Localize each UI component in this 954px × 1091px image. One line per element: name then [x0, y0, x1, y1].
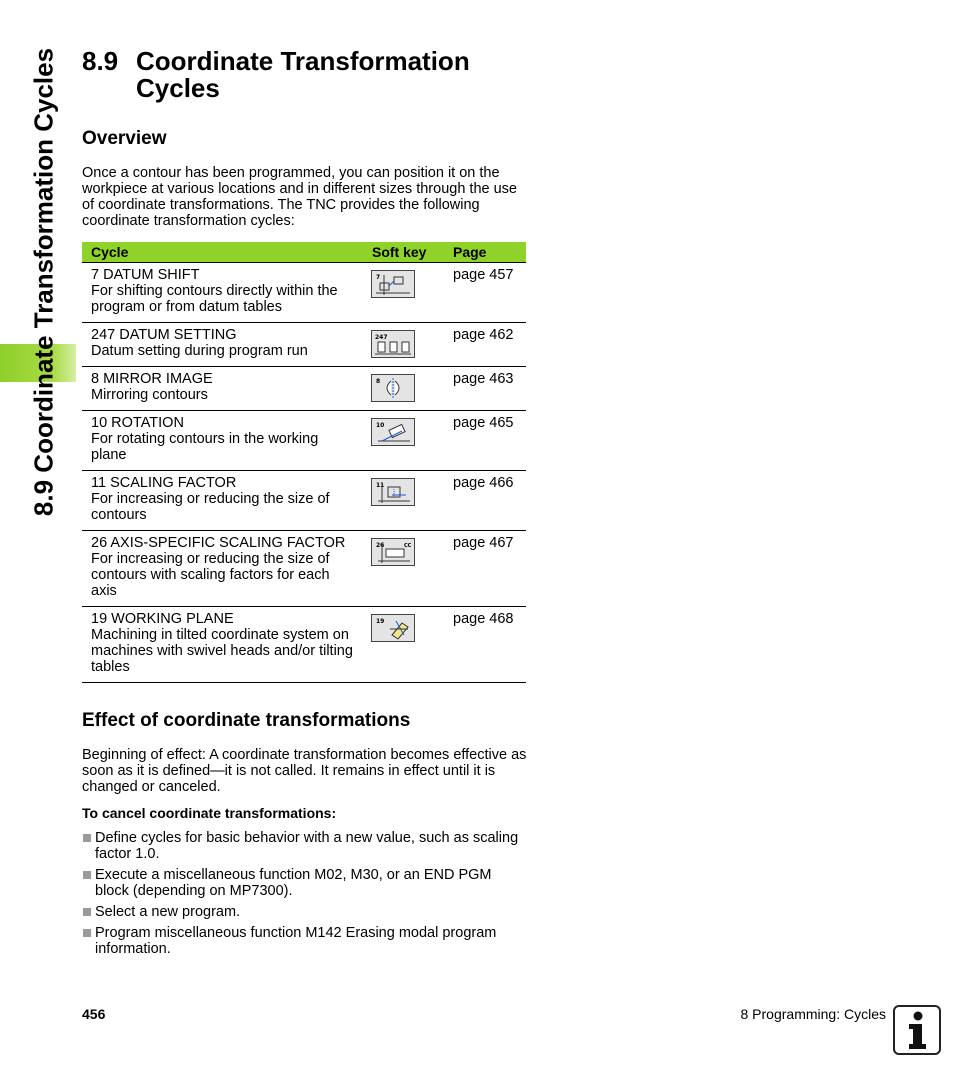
- section-number: 8.9: [82, 46, 119, 76]
- cycle-name: 11 SCALING FACTOR: [91, 475, 237, 491]
- page-ref: page 467: [444, 531, 526, 607]
- table-row: [82, 471, 526, 531]
- table-row: [82, 263, 526, 323]
- datum-setting-softkey-icon[interactable]: [371, 330, 415, 358]
- bullet-square-icon: [83, 871, 91, 879]
- list-item: Select a new program.: [82, 904, 527, 920]
- page-ref: page 462: [444, 323, 526, 367]
- cycles-table: [82, 242, 526, 683]
- svg-text:247: 247: [375, 334, 388, 341]
- svg-text:26: 26: [376, 542, 385, 549]
- svg-text:8: 8: [376, 378, 381, 385]
- chapter-label: 8 Programming: Cycles: [740, 1006, 886, 1022]
- table-row: [82, 411, 526, 471]
- svg-text:10: 10: [376, 422, 385, 429]
- mirror-image-softkey-icon[interactable]: [371, 374, 415, 402]
- table-row: [82, 323, 526, 367]
- cycle-name: 247 DATUM SETTING: [91, 327, 237, 343]
- cycle-description: Datum setting during program run: [91, 343, 308, 359]
- page-ref: page 457: [444, 263, 526, 323]
- cycle-description: For increasing or reducing the size of contours: [91, 491, 330, 523]
- overview-heading: Overview: [82, 128, 167, 149]
- svg-text:11: 11: [376, 482, 385, 489]
- cycle-name: 8 MIRROR IMAGE: [91, 371, 213, 387]
- cycle-description: Machining in tilted coordinate system on machines with swivel heads and/or tilting tables: [91, 627, 353, 675]
- rotation-softkey-icon[interactable]: [371, 418, 415, 446]
- page-ref: page 468: [444, 607, 526, 683]
- header-cycle: Cycle: [82, 242, 363, 263]
- cycle-name: 10 ROTATION: [91, 415, 184, 431]
- list-item: Define cycles for basic behavior with a new value, such as scaling factor 1.0.: [82, 830, 527, 862]
- list-item: Execute a miscellaneous function M02, M30, or an END PGM block (depending on MP7300).: [82, 867, 527, 899]
- working-plane-softkey-icon[interactable]: [371, 614, 415, 642]
- effect-text: Beginning of effect: A coordinate transformation becomes effective as soon as it is defined—it is not called. It remains in effect until it is changed or canceled.: [82, 747, 527, 795]
- datum-shift-softkey-icon[interactable]: [371, 270, 415, 298]
- side-chapter-title: 8.9 Coordinate Transformation Cycles: [28, 47, 59, 517]
- bullet-square-icon: [83, 908, 91, 916]
- cycle-description: For increasing or reducing the size of contours with scaling factors for each axis: [91, 551, 330, 599]
- cycle-description: For rotating contours in the working plane: [91, 431, 319, 463]
- cycle-name: 19 WORKING PLANE: [91, 611, 234, 627]
- axis-scaling-softkey-icon[interactable]: [371, 538, 415, 566]
- cycle-name: 26 AXIS-SPECIFIC SCALING FACTOR: [91, 535, 346, 551]
- page-ref: page 465: [444, 411, 526, 471]
- table-row: [82, 531, 526, 607]
- bullet-square-icon: [83, 929, 91, 937]
- page-ref: page 466: [444, 471, 526, 531]
- bullet-square-icon: [83, 834, 91, 842]
- page-title: [82, 48, 526, 102]
- scaling-factor-softkey-icon[interactable]: [371, 478, 415, 506]
- cycle-description: For shifting contours directly within the program or from datum tables: [91, 283, 338, 315]
- info-icon: [893, 1005, 941, 1055]
- page-number: 456: [82, 1006, 106, 1022]
- table-row: [82, 367, 526, 411]
- table-header-row: [82, 242, 526, 263]
- svg-text:7: 7: [376, 274, 381, 281]
- table-row: [82, 607, 526, 683]
- effect-heading: Effect of coordinate transformations: [82, 710, 411, 731]
- list-item: Program miscellaneous function M142 Erasing modal program information.: [82, 925, 527, 957]
- cycle-name: 7 DATUM SHIFT: [91, 267, 200, 283]
- svg-text:19: 19: [376, 618, 385, 625]
- overview-text: Once a contour has been programmed, you can position it on the workpiece at various locations and in different sizes through the use of coordinate transformations. The TNC provides the following coordinate transformation cycles:: [82, 165, 517, 229]
- header-page: Page: [444, 242, 526, 263]
- cancel-list: [82, 830, 527, 962]
- cycle-description: Mirroring contours: [91, 387, 208, 403]
- section-title: Coordinate Transformation Cycles: [136, 46, 470, 103]
- svg-text:CC: CC: [404, 543, 412, 549]
- cancel-heading: To cancel coordinate transformations:: [82, 805, 337, 821]
- header-softkey: Soft key: [363, 242, 444, 263]
- page-ref: page 463: [444, 367, 526, 411]
